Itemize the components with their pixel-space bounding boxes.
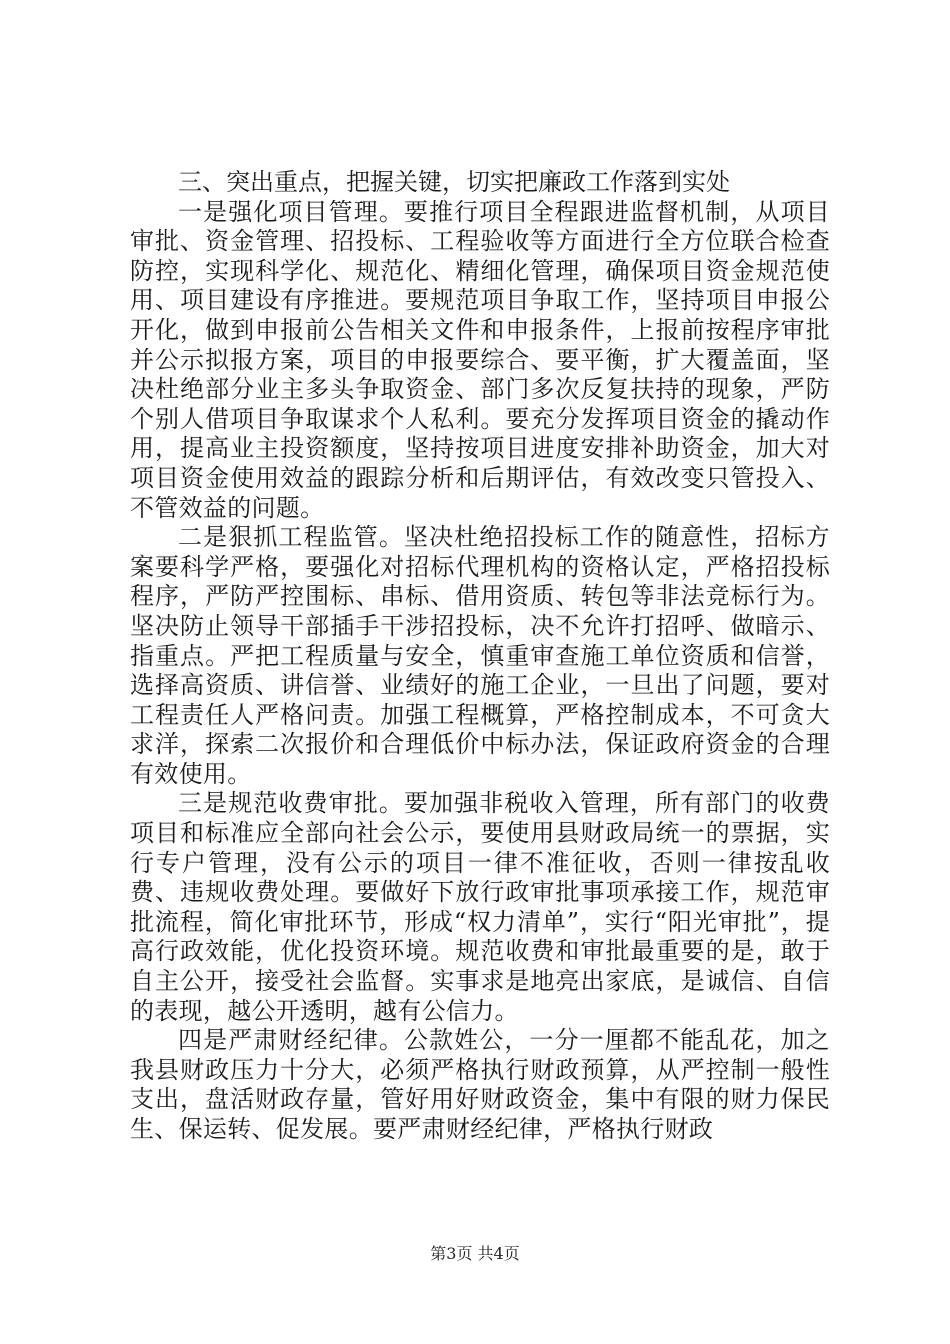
page-footer: 第3页 共4页 — [430, 1244, 520, 1263]
paragraph-engineering-supervision: 二是狠抓工程监管。坚决杜绝招投标工作的随意性，招标方案要科学严格，要强化对招标代理机构的资格认定，严格招投标程序，严防严控围标、串标、借用资质、转包等非法竞标行为。坚决防止领导干部插手干涉招投标，决不允许打招呼、做暗示、指重点。严把工程质量与安全，慎重审查施工单位资质和信誉，选择高资质、讲信誉、业绩好的施工企业，一旦出了问题，要对工程责任人严格问责。加强工程概算，严格控制成本，不可贪大求洋，探索二次报价和合理低价中标办法，保证政府资金的合理有效使用。 — [130, 523, 830, 788]
paragraph-fee-approval: 三是规范收费审批。要加强非税收入管理，所有部门的收费项目和标准应全部向社会公示，要使用县财政局统一的票据，实行专户管理，没有公示的项目一律不准征收，否则一律按乱收费、违规收费处理。要做好下放行政审批事项承接工作，规范审批流程，简化审批环节，形成“权力清单”，实行“阳光审批”，提高行政效能，优化投资环境。规范收费和审批最重要的是，敢于自主公开，接受社会监督。实事求是地亮出家底，是诚信、自信的表现，越公开透明，越有公信力。 — [130, 789, 830, 1025]
paragraph-project-management: 一是强化项目管理。要推行项目全程跟进监督机制，从项目审批、资金管理、招投标、工程验收等方面进行全方位联合检查防控，实现科学化、规范化、精细化管理，确保项目资金规范使用、项目建设有序推进。要规范项目争取工作，坚持项目申报公开化，做到申报前公告相关文件和申报条件，上报前按程序审批并公示拟报方案，项目的申报要综合、要平衡，扩大覆盖面，坚决杜绝部分业主多头争取资金、部门多次反复扶持的现象，严防个别人借项目争取谋求个人私利。要充分发挥项目资金的撬动作用，提高业主投资额度，坚持按项目进度安排补助资金，加大对项目资金使用效益的跟踪分析和后期评估，有效改变只管投入、不管效益的问题。 — [130, 197, 830, 522]
document-body — [130, 168, 830, 1145]
section-heading: 三、突出重点，把握关键，切实把廉政工作落到实处 — [178, 168, 730, 196]
paragraph-financial-discipline: 四是严肃财经纪律。公款姓公，一分一厘都不能乱花，加之我县财政压力十分大，必须严格执行财政预算，从严控制一般性支出，盘活财政存量，管好用好财政资金，集中有限的财力保民生、保运转、促发展。要严肃财经纪律，严格执行财政 — [130, 1026, 830, 1143]
